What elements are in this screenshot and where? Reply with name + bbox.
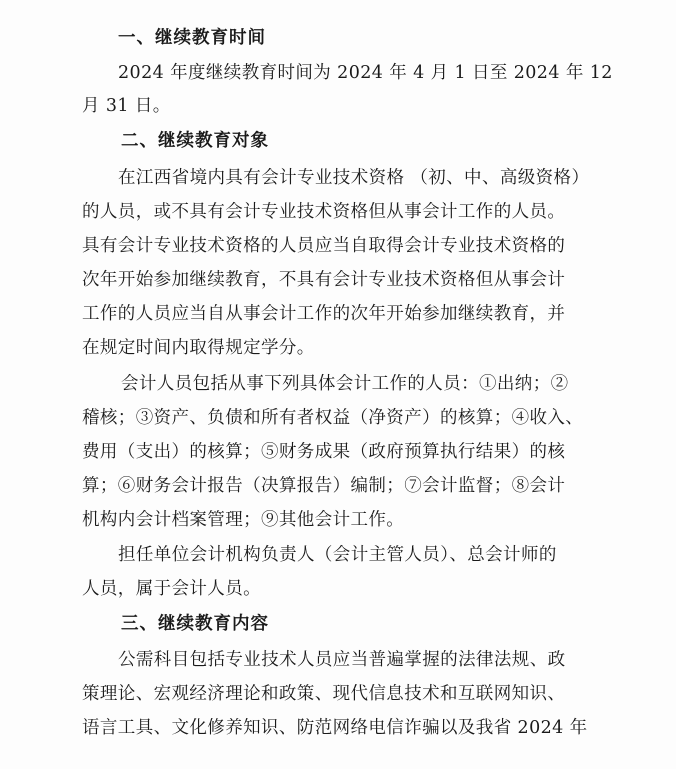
section-2-para-2-line-1: 会计人员包括从事下列具体会计工作的人员：①出纳；② — [121, 374, 569, 394]
section-1-para-1-line-2: 月 31 日。 — [82, 96, 171, 116]
section-2-para-1-line-3: 具有会计专业技术资格的人员应当自取得会计专业技术资格的 — [82, 236, 566, 256]
section-3-heading: 三、继续教育内容 — [121, 614, 269, 634]
section-2-para-1-line-6: 在规定时间内取得规定学分。 — [82, 338, 315, 358]
section-2-para-1-line-2: 的人员，或不具有会计专业技术资格但从事会计工作的人员。 — [82, 202, 566, 222]
section-2-para-2-line-4: 算；⑥财务会计报告（决算报告）编制；⑦会计监督；⑧会计 — [82, 476, 566, 496]
section-2-heading: 二、继续教育对象 — [121, 131, 269, 151]
section-3-para-1-line-1: 公需科目包括专业技术人员应当普遍掌握的法律法规、政 — [118, 650, 566, 670]
section-2-para-2-line-3: 费用（支出）的核算；⑤财务成果（政府预算执行结果）的核 — [82, 442, 566, 462]
section-2-para-3-line-1: 担任单位会计机构负责人（会计主管人员）、总会计师的 — [118, 545, 557, 565]
section-2-para-2-line-2: 稽核；③资产、负债和所有者权益（净资产）的核算；④收入、 — [82, 408, 584, 428]
section-3-para-1-line-3: 语言工具、文化修养知识、防范网络电信诈骗以及我省 2024 年 — [82, 718, 588, 738]
section-2-para-3-line-2: 人员，属于会计人员。 — [82, 579, 261, 599]
section-2-para-2-line-5: 机构内会计档案管理；⑨其他会计工作。 — [82, 510, 405, 530]
section-2-para-1-line-5: 工作的人员应当自从事会计工作的次年开始参加继续教育，并 — [82, 304, 566, 324]
section-3-para-1-line-2: 策理论、宏观经济理论和政策、现代信息技术和互联网知识、 — [82, 684, 566, 704]
section-1-para-1-line-1: 2024 年度继续教育时间为 2024 年 4 月 1 日至 2024 年 12 — [118, 63, 613, 83]
section-2-para-1-line-4: 次年开始参加继续教育，不具有会计专业技术资格但从事会计 — [82, 270, 566, 290]
section-2-para-1-line-1: 在江西省境内具有会计专业技术资格 （初、中、高级资格） — [118, 168, 590, 188]
section-1-heading: 一、继续教育时间 — [118, 28, 266, 48]
